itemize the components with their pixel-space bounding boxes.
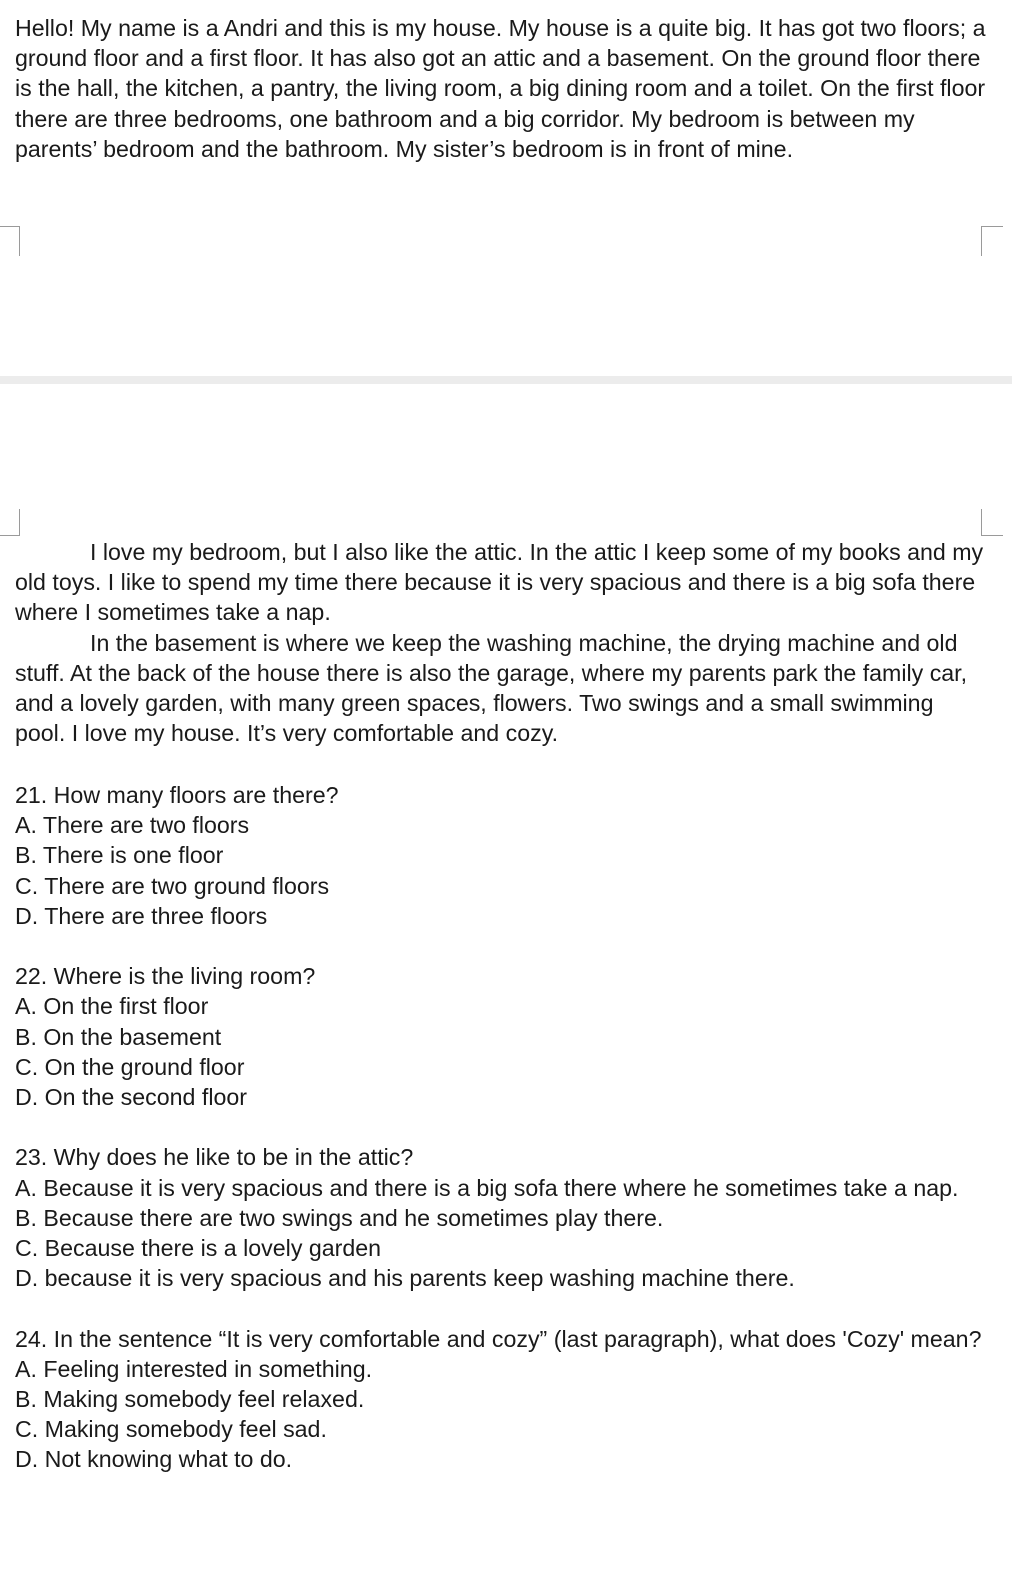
option-b: B. Because there are two swings and he sometimes play there. xyxy=(15,1204,664,1231)
option-c: C. Making somebody feel sad. xyxy=(15,1416,327,1443)
question-stem: 22. Where is the living room? xyxy=(15,963,316,990)
crop-mark-bottom-left xyxy=(0,509,20,536)
basement-paragraph: In the basement is where we keep the washing machine, the drying machine and old stuff. At the back of the house there is also the garage, where my parents park the family car, and a lovely garden, with many green spaces, flowers. Two swings and a small swimming pool. I love my house. It’s very comfortable and cozy. xyxy=(15,629,968,747)
option-d: D. There are three floors xyxy=(15,902,268,929)
option-a: A. Because it is very spacious and there is a big sofa there where he sometimes take a nap. xyxy=(15,1174,959,1201)
attic-paragraph: I love my bedroom, but I also like the attic. In the attic I keep some of my books and my old toys. I like to spend my time there because it is very spacious and there is a big sofa there where I sometimes take a nap. xyxy=(15,539,984,626)
option-b: B. On the basement xyxy=(15,1023,222,1050)
question-stem: 23. Why does he like to be in the attic? xyxy=(15,1144,414,1171)
option-c: C. Because there is a lovely garden xyxy=(15,1235,382,1262)
question-list xyxy=(15,780,990,1505)
option-c: C. On the ground floor xyxy=(15,1053,245,1080)
crop-mark-top-right xyxy=(981,226,1003,256)
page-separator xyxy=(0,376,1012,384)
option-a: A. There are two floors xyxy=(15,812,250,839)
option-a: A. On the first floor xyxy=(15,993,209,1020)
option-b: B. Making somebody feel relaxed. xyxy=(15,1386,365,1413)
question-23 xyxy=(15,1142,990,1293)
crop-mark-top-left xyxy=(0,226,20,256)
option-d: D. Not knowing what to do. xyxy=(15,1446,293,1473)
reading-passage xyxy=(15,537,990,748)
option-d: D. On the second floor xyxy=(15,1084,247,1111)
option-d: D. because it is very spacious and his parents keep washing machine there. xyxy=(15,1265,795,1292)
crop-mark-bottom-right xyxy=(981,509,1003,536)
question-stem: 24. In the sentence “It is very comfortable and cozy” (last paragraph), what does 'Cozy' mean? xyxy=(15,1325,982,1352)
option-c: C. There are two ground floors xyxy=(15,872,330,899)
option-a: A. Feeling interested in something. xyxy=(15,1355,373,1382)
question-24 xyxy=(15,1324,990,1475)
question-stem: 21. How many floors are there? xyxy=(15,782,339,808)
option-b: B. There is one floor xyxy=(15,842,224,869)
question-21 xyxy=(15,780,990,931)
intro-paragraph: Hello! My name is a Andri and this is my house. My house is a quite big. It has got two floors; a ground floor and a first floor. It has also got an attic and a basement. On the ground floor there is the hall, the kitchen, a pantry, the living room, a big dining room and a toilet. On the first floor there are three bedrooms, one bathroom and a big corridor. My bedroom is between my parents’ bedroom and the bathroom. My sister’s bedroom is in front of mine. xyxy=(15,15,986,162)
question-22 xyxy=(15,961,990,1112)
